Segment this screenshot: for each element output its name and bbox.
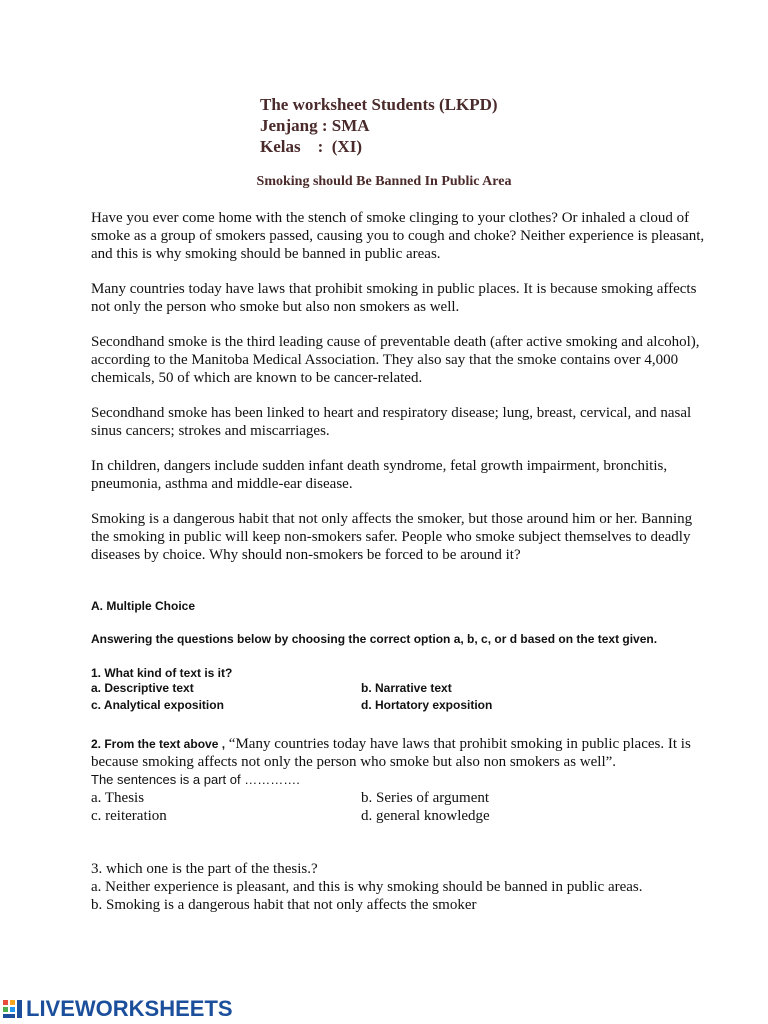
question-2-label: 2. From the text above , — [91, 737, 226, 751]
paragraph-5: In children, dangers include sudden infant death syndrome, fetal growth impairment, bronchitis, pneumonia, asthma and middle-ear disease. — [91, 458, 668, 492]
question-3 — [91, 860, 731, 914]
liveworksheets-logo[interactable] — [2, 996, 233, 1022]
question-3-option-b[interactable]: b. Smoking is a dangerous habit that not only affects the smoker — [91, 897, 477, 913]
paragraph-6: Smoking is a dangerous habit that not only affects the smoker, but those around him or her. Banning the smoking in public will keep non-smokers safer. People who smoke subject themselves to deadly diseases by choice. Why should non-smokers be forced to be around it? — [91, 511, 693, 563]
paragraph-4: Secondhand smoke has been linked to heart and respiratory disease; lung, breast, cervical, and nasal sinus cancers; strokes and miscarriages. — [91, 405, 692, 439]
question-1-option-c[interactable]: c. Analytical exposition — [91, 698, 224, 712]
text-title: Smoking should Be Banned In Public Area — [256, 174, 512, 189]
header-line-1: The worksheet Students (LKPD) — [260, 95, 498, 114]
section-instruction: Answering the questions below by choosing the correct option a, b, c, or d based on the text given. — [91, 632, 658, 646]
question-1-option-a[interactable]: a. Descriptive text — [91, 681, 194, 695]
question-2-option-c[interactable]: c. reiteration — [91, 808, 167, 824]
question-3-option-a[interactable]: a. Neither experience is pleasant, and this is why smoking should be banned in public areas. — [91, 879, 643, 895]
question-2-quote: “Many countries today have laws that prohibit smoking in public places. It is because smoking affects not only the person who smoke but also non smokers as well”. — [91, 736, 691, 770]
paragraph-2: Many countries today have laws that prohibit smoking in public places. It is because smoking affects not only the person who smoke but also non smokers as well. — [91, 281, 697, 315]
question-1-stem: 1. What kind of text is it? — [91, 666, 233, 680]
reading-text — [91, 209, 711, 581]
question-1 — [91, 666, 731, 714]
section-heading: A. Multiple Choice — [91, 599, 196, 613]
question-2-option-d[interactable]: d. general knowledge — [361, 808, 490, 824]
header-line-2: Jenjang : SMA — [260, 116, 370, 135]
question-1-option-d[interactable]: d. Hortatory exposition — [361, 698, 493, 712]
header-line-3: Kelas : (XI) — [260, 137, 362, 156]
worksheet-header — [260, 94, 498, 157]
question-2-stem — [91, 735, 731, 771]
question-1-option-b[interactable]: b. Narrative text — [361, 681, 452, 695]
question-3-stem: 3. which one is the part of the thesis.? — [91, 861, 318, 877]
question-2-option-a[interactable]: a. Thesis — [91, 790, 145, 806]
liveworksheets-logo-text: LIVEWORKSHEETS — [26, 996, 233, 1021]
liveworksheets-logo-icon — [2, 998, 24, 1020]
question-2-option-b[interactable]: b. Series of argument — [361, 790, 490, 806]
question-2 — [91, 735, 731, 825]
question-2-stem-end: The sentences is a part of …………. — [91, 772, 300, 787]
paragraph-1: Have you ever come home with the stench of smoke clinging to your clothes? Or inhaled a cloud of smoke as a group of smokers passed, causing you to cough and choke? Neither experience is pleasant, and this is why smoking should be banned in public areas. — [91, 210, 705, 262]
paragraph-3: Secondhand smoke is the third leading cause of preventable death (after active smoking and alcohol), according to the Manitoba Medical Association. They also say that the smoke contains over 4,000 chemicals, 50 of which are known to be cancer-related. — [91, 334, 700, 386]
